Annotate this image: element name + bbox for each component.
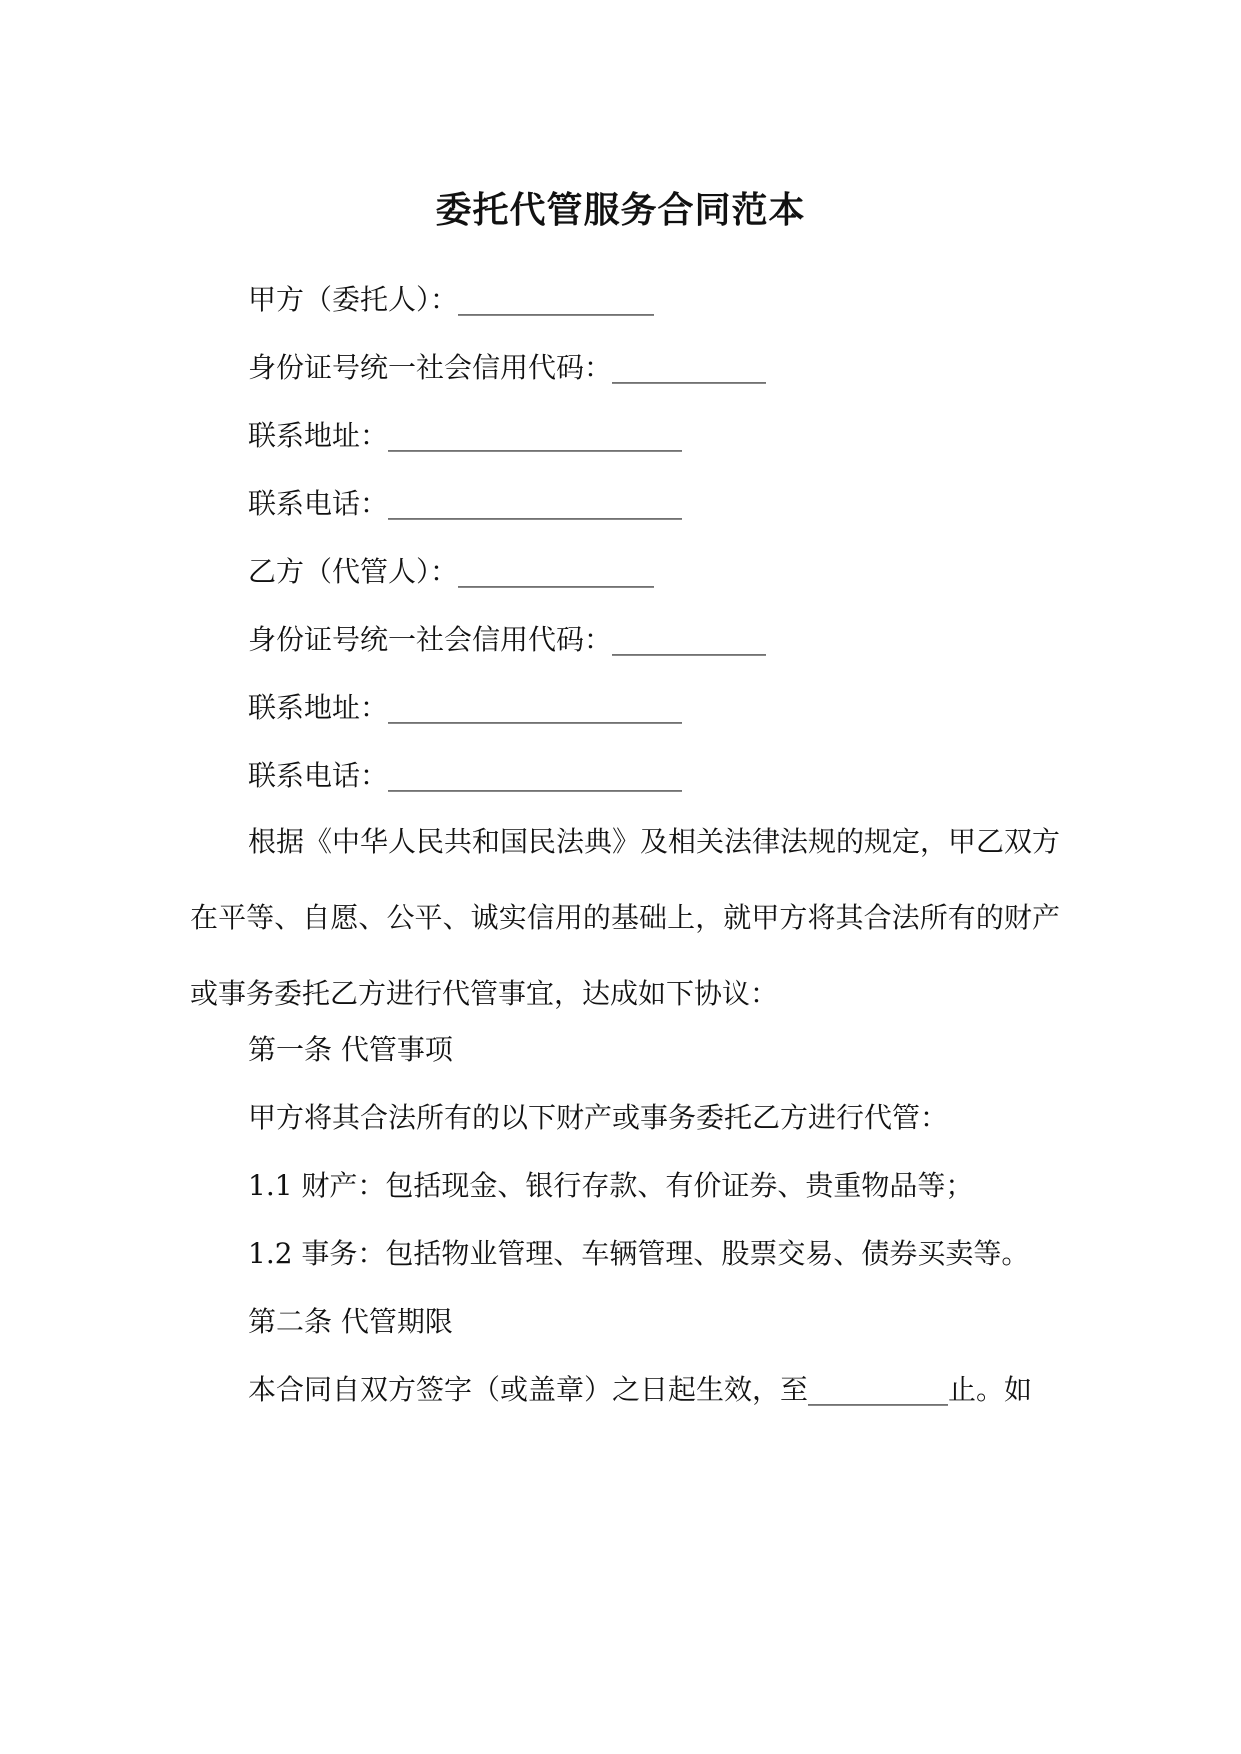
party-b-name-line: 乙方（代管人）：______________ [248, 555, 655, 588]
party-a-id-line: 身份证号统一社会信用代码：___________ [248, 351, 767, 384]
article-1-intro: 甲方将其合法所有的以下财产或事务委托乙方进行代管： [248, 1101, 949, 1134]
preamble-paragraph: 根据《中华人民共和国民法典》及相关法律法规的规定，甲乙双方在平等、自愿、公平、诚实信用的基础上，就甲方将其合法所有的财产或事务委托乙方进行代管事宜，达成如下协议： [190, 825, 1061, 1010]
article-1-item-2: 1.2 事务：包括物业管理、车辆管理、股票交易、债券买卖等。 [248, 1237, 1030, 1270]
party-a-phone-line: 联系电话：_____________________ [248, 487, 683, 520]
article-1-item-1: 1.1 财产：包括现金、银行存款、有价证券、贵重物品等； [248, 1169, 974, 1202]
party-b-phone-line: 联系电话：_____________________ [248, 759, 683, 792]
article-2-text: 本合同自双方签字（或盖章）之日起生效，至__________止。如 [248, 1373, 1033, 1406]
party-a-address-line: 联系地址：_____________________ [248, 419, 683, 452]
article-1-heading: 第一条 代管事项 [248, 1033, 453, 1066]
document-title: 委托代管服务合同范本 [435, 189, 806, 231]
party-b-id-line: 身份证号统一社会信用代码：___________ [248, 623, 767, 656]
article-2-heading: 第二条 代管期限 [248, 1305, 453, 1338]
party-a-name-line: 甲方（委托人）：______________ [248, 283, 655, 316]
party-b-address-line: 联系地址：_____________________ [248, 691, 683, 724]
